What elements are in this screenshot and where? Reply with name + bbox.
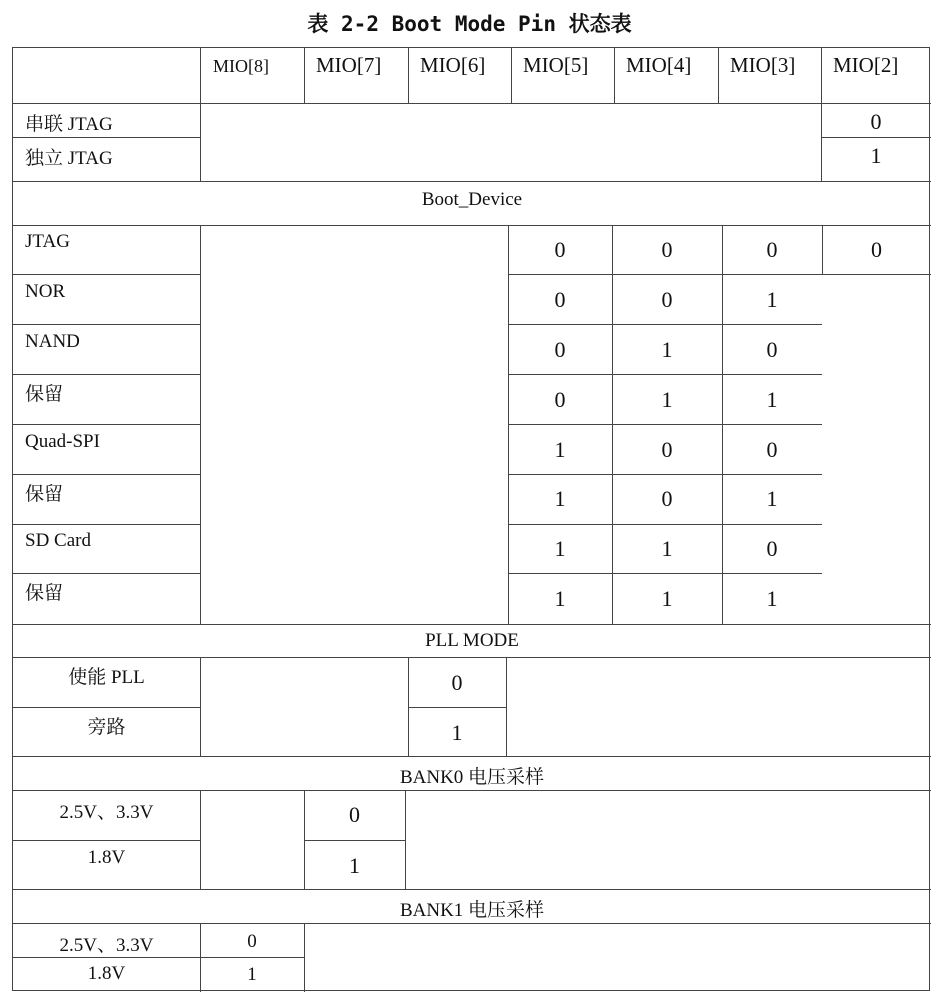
row-label: 旁路 [87, 717, 126, 738]
cell-value: 1 [554, 536, 566, 561]
cell-value: 1 [661, 337, 673, 362]
row-divider [13, 657, 931, 658]
row-divider [13, 790, 931, 791]
row-label: 独立 JTAG [25, 148, 113, 169]
cell-value: 1 [349, 853, 360, 878]
cell-value: 0 [554, 387, 566, 412]
row-divider [13, 324, 200, 325]
row-label: NAND [25, 331, 80, 352]
header-mio5: MIO[5] [523, 53, 589, 77]
cell-value: 1 [661, 536, 673, 561]
header-mio8: MIO[8] [213, 56, 269, 76]
row-divider [508, 424, 822, 425]
column-divider [408, 48, 409, 103]
row-label: 串联 JTAG [25, 114, 113, 135]
row-divider [13, 181, 931, 182]
row-label: 2.5V、3.3V [59, 802, 154, 823]
row-label: 保留 [25, 384, 64, 405]
header-mio4: MIO[4] [626, 53, 692, 77]
row-label: 使能 PLL [68, 667, 145, 688]
cell-value: 0 [870, 109, 882, 134]
section-label: BANK1 电压采样 [399, 900, 545, 921]
cell-value: 1 [766, 387, 778, 412]
column-divider [200, 225, 201, 624]
cell-value: 0 [247, 931, 257, 952]
column-divider [614, 48, 615, 103]
row-divider [13, 957, 304, 958]
cell-value: 0 [766, 536, 778, 561]
cell-value: 1 [554, 586, 566, 611]
row-label: 保留 [25, 484, 64, 505]
header-mio3: MIO[3] [730, 53, 796, 77]
column-divider [304, 48, 305, 103]
cell-value: 0 [554, 337, 566, 362]
row-label: 保留 [25, 583, 64, 604]
cell-value: 1 [766, 486, 778, 511]
row-label: 1.8V [87, 847, 126, 868]
column-divider [405, 790, 406, 889]
boot-mode-pin-table [12, 47, 930, 991]
row-label: JTAG [25, 231, 70, 252]
row-divider [13, 524, 200, 525]
row-divider [508, 474, 822, 475]
cell-value: 0 [554, 287, 566, 312]
row-divider [508, 524, 822, 525]
row-divider [13, 225, 931, 226]
cell-value: 1 [451, 720, 463, 745]
column-divider [200, 657, 201, 756]
cell-value: 1 [661, 387, 673, 412]
column-divider [200, 48, 201, 181]
column-divider [304, 923, 305, 992]
column-divider [722, 225, 723, 624]
row-divider [13, 374, 200, 375]
cell-value: 1 [766, 586, 778, 611]
cell-value: 1 [766, 287, 778, 312]
cell-value: 0 [349, 802, 360, 827]
cell-value: 0 [451, 670, 463, 695]
column-divider [718, 48, 719, 103]
column-divider [612, 225, 613, 624]
header-mio2: MIO[2] [833, 53, 899, 77]
row-divider [13, 424, 200, 425]
cell-value: 0 [766, 437, 778, 462]
section-label: BANK0 电压采样 [399, 767, 545, 788]
row-divider [13, 840, 200, 841]
row-label: SD Card [25, 530, 91, 551]
row-divider [821, 137, 931, 138]
cell-value: 0 [766, 237, 778, 262]
row-divider [13, 756, 931, 757]
row-label: 1.8V [87, 963, 126, 984]
row-divider [13, 474, 200, 475]
row-divider [13, 573, 200, 574]
row-divider [508, 274, 931, 275]
column-divider [506, 657, 507, 756]
section-label: Boot_Device [421, 189, 523, 210]
row-label: 2.5V、3.3V [59, 935, 154, 956]
row-divider [13, 624, 931, 625]
column-divider [200, 790, 201, 889]
row-divider [13, 137, 200, 138]
row-divider [304, 840, 405, 841]
row-divider [13, 707, 200, 708]
cell-value: 0 [554, 237, 566, 262]
cell-value: 1 [554, 437, 566, 462]
cell-value: 1 [870, 143, 882, 168]
section-label: PLL MODE [425, 630, 519, 651]
row-divider [13, 889, 931, 890]
row-label: Quad-SPI [25, 431, 100, 452]
row-divider [13, 103, 931, 104]
cell-value: 1 [247, 964, 257, 985]
cell-value: 0 [766, 337, 778, 362]
row-divider [508, 573, 822, 574]
row-divider [408, 707, 506, 708]
row-label: NOR [25, 281, 66, 302]
cell-value: 0 [871, 237, 882, 262]
table-title: 表 2-2 Boot Mode Pin 状态表 [307, 12, 632, 36]
cell-value: 1 [661, 586, 673, 611]
cell-value: 0 [661, 237, 673, 262]
cell-value: 0 [661, 437, 673, 462]
header-mio7: MIO[7] [316, 53, 382, 77]
header-mio6: MIO[6] [420, 53, 486, 77]
row-divider [13, 274, 200, 275]
column-divider [508, 225, 509, 624]
row-divider [13, 923, 931, 924]
cell-value: 1 [554, 486, 566, 511]
row-divider [508, 374, 822, 375]
row-divider [508, 324, 822, 325]
cell-value: 0 [661, 486, 673, 511]
cell-value: 0 [661, 287, 673, 312]
column-divider [511, 48, 512, 103]
